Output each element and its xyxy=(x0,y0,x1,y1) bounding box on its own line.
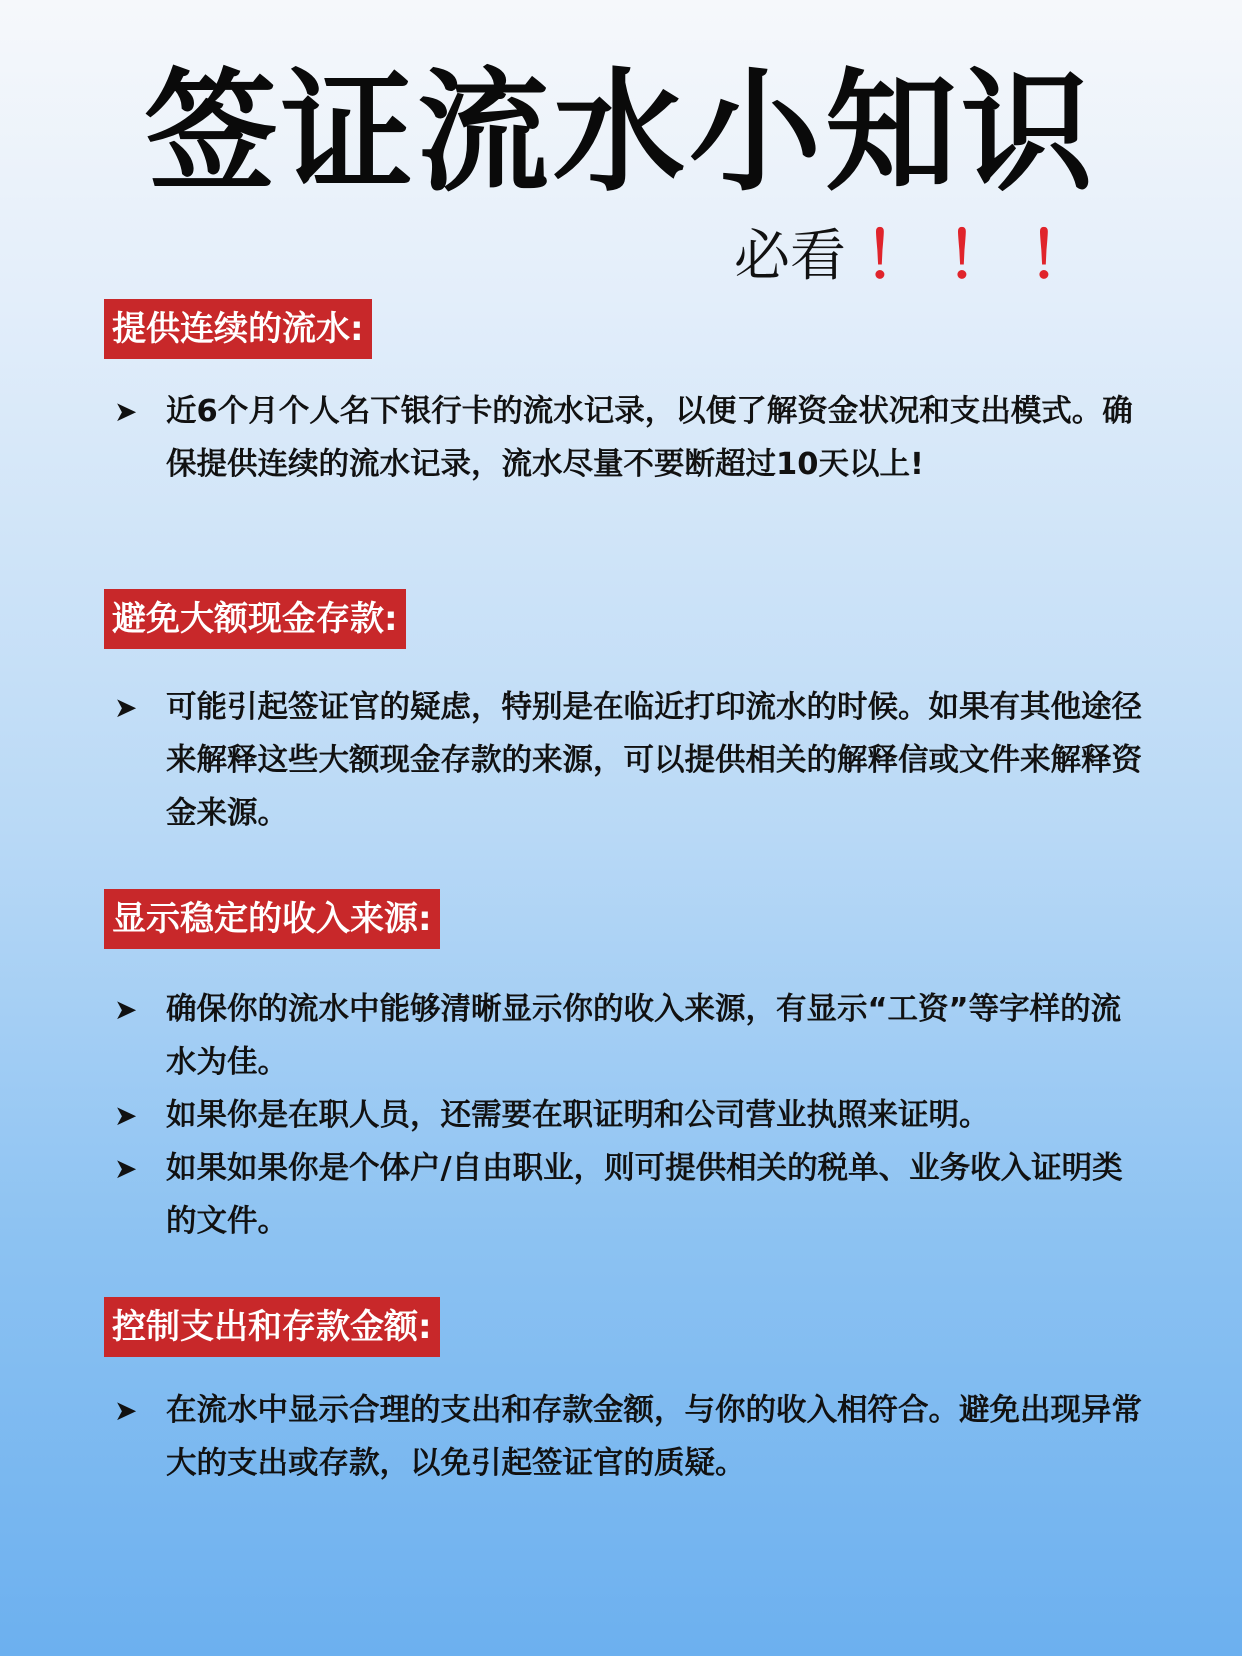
list-item xyxy=(104,681,1144,840)
exclamation-icon: ！ xyxy=(946,220,1010,294)
bullet-text: 确保你的流水中能够清晰显示你的收入来源，有显示“工资”等字样的流水为佳。 xyxy=(166,992,1122,1080)
list-item xyxy=(104,983,1144,1089)
section-continuous-statements xyxy=(104,299,1144,491)
bullet-text: 近6个月个人名下银行卡的流水记录，以便了解资金状况和支出模式。确保提供连续的流水记录，流水尽量不要断超过10天以上! xyxy=(166,394,1133,482)
bullet-text: 如果如果你是个体户/自由职业，则可提供相关的税单、业务收入证明类的文件。 xyxy=(166,1151,1123,1239)
list-item xyxy=(104,1384,1144,1490)
section-heading: 提供连续的流水: xyxy=(104,299,372,359)
section-control-spending xyxy=(104,1297,1144,1490)
section-heading: 控制支出和存款金额: xyxy=(104,1297,440,1357)
bullet-text: 在流水中显示合理的支出和存款金额，与你的收入相符合。避免出现异常大的支出或存款，以免引起签证官的质疑。 xyxy=(166,1393,1142,1481)
arrow-icon: ➤ xyxy=(114,691,138,724)
arrow-icon: ➤ xyxy=(114,1099,138,1132)
page-title: 签证流水小知识 xyxy=(145,56,1097,210)
arrow-icon: ➤ xyxy=(114,1394,138,1427)
section-heading: 避免大额现金存款: xyxy=(104,589,406,649)
section-stable-income xyxy=(104,889,1144,1248)
exclamation-icon: ！ xyxy=(1028,220,1092,294)
arrow-icon: ➤ xyxy=(114,395,138,428)
list-item xyxy=(104,1142,1144,1248)
list-item xyxy=(104,1089,1144,1142)
subtitle-text: 必看 xyxy=(734,224,846,289)
subtitle xyxy=(734,222,1092,292)
list-item xyxy=(104,385,1144,491)
exclamation-icon: ！ xyxy=(864,220,928,294)
bullet-text: 可能引起签证官的疑虑，特别是在临近打印流水的时候。如果有其他途径来解释这些大额现金存款的来源，可以提供相关的解释信或文件来解释资金来源。 xyxy=(166,690,1142,831)
bullet-text: 如果你是在职人员，还需要在职证明和公司营业执照来证明。 xyxy=(166,1098,990,1133)
arrow-icon: ➤ xyxy=(114,1152,138,1185)
arrow-icon: ➤ xyxy=(114,993,138,1026)
section-avoid-cash-deposits xyxy=(104,589,1144,840)
section-heading: 显示稳定的收入来源: xyxy=(104,889,440,949)
